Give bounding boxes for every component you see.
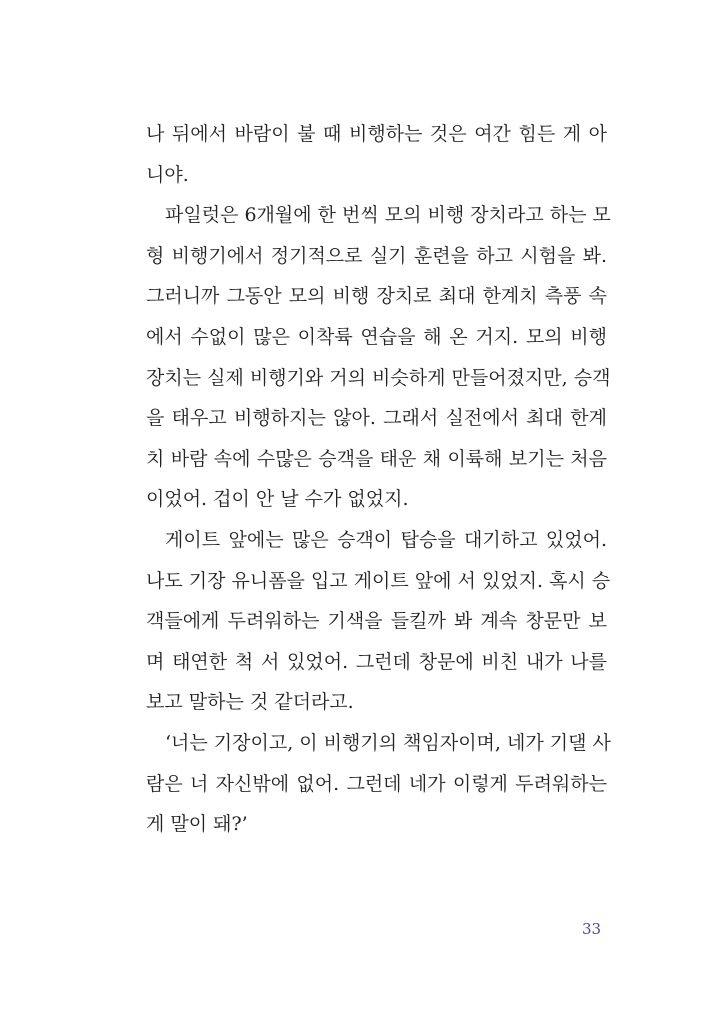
text-line: 보고 말하는 것 같더라고.	[146, 691, 354, 714]
text-line: 에서 수없이 많은 이착륙 연습을 해 온 거지. 모의 비행	[146, 325, 607, 348]
text-line: 나도 기장 유니폼을 입고 게이트 앞에 서 있었지. 혹시 승	[146, 569, 611, 592]
text-line: 치 바람 속에 수많은 승객을 태운 채 이륙해 보기는 처음	[146, 447, 607, 470]
text-line: ‘너는 기장이고, 이 비행기의 책임자이며, 네가 기댈 사	[165, 731, 611, 754]
text-line: 나 뒤에서 바람이 불 때 비행하는 것은 여간 힘든 게 아	[146, 123, 607, 145]
text-line: 게 말이 돼?’	[146, 813, 248, 836]
text-line: 파일럿은 6개월에 한 번씩 모의 비행 장치라고 하는 모	[165, 204, 611, 227]
text-line: 게이트 앞에는 많은 승객이 탑승을 대기하고 있었어.	[165, 528, 607, 551]
text-line: 객들에게 두려워하는 기색을 들킬까 봐 계속 창문만 보	[146, 610, 607, 633]
page-number: 33	[582, 920, 602, 938]
text-line: 람은 너 자신밖에 없어. 그런데 네가 이렇게 두려워하는	[146, 772, 607, 795]
text-line: 며 태연한 척 서 있었어. 그런데 창문에 비친 내가 나를	[146, 650, 607, 673]
text-line: 형 비행기에서 정기적으로 실기 훈련을 하고 시험을 봐.	[146, 244, 607, 267]
text-line: 그러니까 그동안 모의 비행 장치로 최대 한계치 측풍 속	[146, 285, 607, 308]
text-line: 을 태우고 비행하지는 않아. 그래서 실전에서 최대 한계	[146, 407, 607, 430]
text-line: 이었어. 겁이 안 날 수가 없었지.	[146, 488, 409, 511]
body-text	[146, 114, 611, 845]
text-line: 니야.	[146, 163, 189, 186]
text-line: 장치는 실제 비행기와 거의 비슷하게 만들어졌지만, 승객	[146, 366, 611, 389]
